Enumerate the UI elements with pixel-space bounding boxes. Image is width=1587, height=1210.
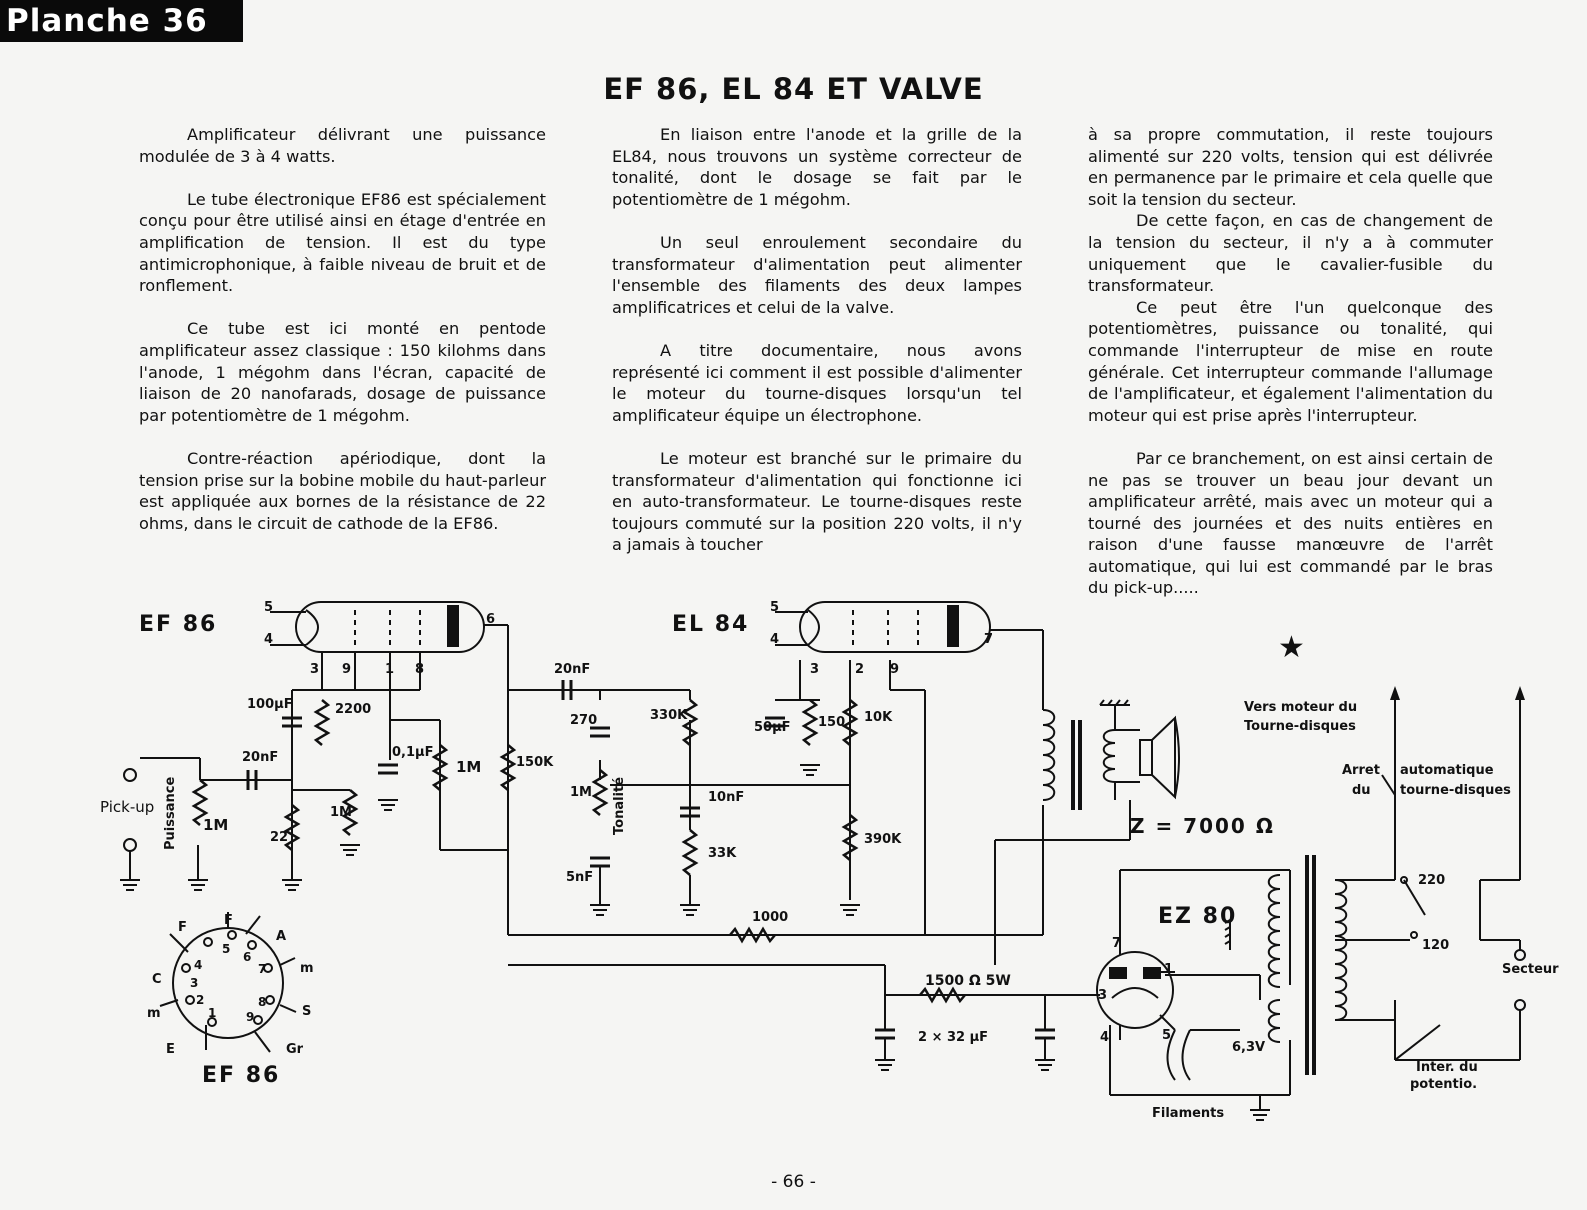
paragraph: Ce tube est ici monté en pentode amplificateur assez classique : 150 kilohms dans l'anode, 1 mégohm dans l'écran, capacité de liaison de 20 nanofarads, dosage de puissance par potentiomètre de 1 mégohm.: [139, 319, 546, 425]
ez80-label: EZ 80: [1158, 904, 1238, 929]
inter-label-1: Inter. du: [1416, 1060, 1478, 1075]
pin-label: 7: [1112, 936, 1122, 951]
pin-label: 2: [855, 662, 865, 677]
socket-pin-label: 8: [258, 995, 267, 1009]
tap-120-label: 120: [1422, 938, 1450, 953]
component-label: 1M: [330, 805, 352, 820]
page-number: - 66 -: [771, 1172, 816, 1192]
component-label: 1M: [456, 758, 482, 776]
paragraph: Ce peut être l'un quelconque des potentiomètres, puissance ou tonalité, qui commande l'interrupteur de mise en route générale. Cet interrupteur commande l'allumage de l'amplificateur, et également l'alimentation du moteur qui est prise après l'interrupteur.: [1088, 297, 1493, 425]
component-label: 1000: [752, 910, 789, 925]
resistor-symbols: [194, 700, 965, 1001]
socket-pin-label: 9: [246, 1010, 255, 1024]
tonalite-label: Tonalité: [612, 776, 627, 835]
socket-label: EF 86: [202, 1063, 281, 1088]
paragraph: De cette façon, en cas de changement de la tension du secteur, il n'y a à commuter uniquement que le cavalier-fusible du transformateur.: [1088, 211, 1493, 296]
motor-label-line2: Tourne-disques: [1244, 719, 1356, 734]
filaments-label: Filaments: [1152, 1106, 1225, 1121]
socket-pin-label: 5: [222, 942, 231, 956]
socket-pin-label: 4: [194, 958, 203, 972]
ef86-label: EF 86: [139, 612, 218, 637]
paragraph: Le moteur est branché sur le primaire du transformateur d'alimentation qui fonctionne ici en auto-transformateur. Le tourne-disques reste toujours commuté sur la position 220 volts, il n'y a jamais à toucher: [612, 448, 1022, 555]
pin-label: 5: [264, 600, 274, 615]
arret-label-1: Arret: [1342, 763, 1380, 778]
pin-label: 3: [310, 662, 320, 677]
pin-label: 9: [342, 662, 352, 677]
pin-label: 6: [486, 612, 496, 627]
impedance-label: Z = 7000 Ω: [1130, 814, 1275, 838]
el84-label: EL 84: [672, 612, 750, 637]
pin-label: 5: [770, 600, 780, 615]
pin-label: 1: [385, 662, 395, 677]
paragraph: En liaison entre l'anode et la grille de la EL84, nous trouvons un système correcteur de tonalité, dont le dosage se fait par le potentiomètre de 1 mégohm.: [612, 125, 1022, 209]
el84-tube-symbol: [775, 602, 1043, 710]
socket-pin-label: S: [302, 1004, 312, 1019]
component-label: 330K: [650, 708, 688, 723]
component-label: 1M: [203, 816, 229, 834]
pin-label: 4: [264, 632, 274, 647]
motor-label-line1: Vers moteur du: [1244, 700, 1358, 715]
output-transformer-symbol: [1043, 705, 1179, 810]
socket-pin-label: Gr: [286, 1042, 304, 1057]
component-label: 10K: [864, 710, 893, 725]
arret-label-2: automatique: [1400, 763, 1494, 778]
pin-label: 1: [1164, 962, 1174, 977]
tap-220-label: 220: [1418, 873, 1446, 888]
component-label: 150K: [516, 755, 554, 770]
secteur-label: Secteur: [1502, 962, 1559, 977]
puissance-label: Puissance: [163, 776, 178, 850]
socket-pin-label: A: [276, 929, 287, 944]
pin-label: 3: [810, 662, 820, 677]
r1500-label: 1500 Ω 5W: [925, 973, 1011, 989]
pin-label: 8: [415, 662, 425, 677]
paragraph: A titre documentaire, nous avons représenté ici comment il est possible d'alimenter le moteur du tourne-disques lorsqu'un tel amplificateur équipe un électrophone.: [612, 340, 1022, 425]
component-label: 270: [570, 713, 598, 728]
component-label: 150: [818, 715, 846, 730]
socket-pin-label: F: [224, 913, 233, 928]
pin-label: 4: [770, 632, 780, 647]
socket-pin-label: 3: [190, 976, 199, 990]
socket-pin-label: 6: [243, 950, 252, 964]
paragraph: Un seul enroulement secondaire du transformateur d'alimentation peut alimenter l'ensemble des filaments des deux lampes amplificatrices et celui de la valve.: [612, 232, 1022, 317]
socket-pin-label: 2: [196, 993, 205, 1007]
paragraph: Amplificateur délivrant une puissance modulée de 3 à 4 watts.: [139, 125, 546, 166]
paragraph: Par ce branchement, on est ainsi certain de ne pas se trouver un beau jour devant un amplificateur arrêté, mais avec un moteur qui a tourné des journées et des nuits entières en raison d'une fausse manœuvre de l'arrêt automatique, qui lui est commandé par le bras du pick-up.....: [1088, 448, 1493, 598]
arret-label-4: tourne-disques: [1400, 783, 1511, 798]
page-title: EF 86, EL 84 ET VALVE: [603, 72, 984, 106]
component-label: 5nF: [566, 870, 594, 885]
component-label: 100µF: [247, 697, 293, 712]
arrow-icon: [1390, 686, 1525, 700]
power-transformer-symbol: [1269, 775, 1525, 1075]
component-label: 10nF: [708, 790, 745, 805]
paragraph: Le tube électronique EF86 est spécialement conçu pour être utilisé ainsi en étage d'entrée en amplification de tension. Il est du type antimicrophonique, à faible niveau de bruit et de ronflement.: [139, 189, 546, 296]
socket-pin-label: 1: [208, 1006, 217, 1020]
pin-label: 4: [1100, 1030, 1110, 1045]
component-label: 33K: [708, 846, 737, 861]
pin-label: 5: [1162, 1028, 1172, 1043]
component-label: 20nF: [242, 750, 279, 765]
paragraph: Contre-réaction apériodique, dont la tension prise sur la bobine mobile du haut-parleur est appliquée aux bornes de la résistance de 22 ohms, dans le circuit de cathode de la EF86.: [139, 448, 546, 533]
socket-pin-label: C: [152, 972, 162, 987]
component-label: 20nF: [554, 662, 591, 677]
caps-label: 2 × 32 µF: [918, 1030, 989, 1045]
arret-label-3: du: [1352, 783, 1371, 798]
pin-label: 3: [1098, 988, 1108, 1003]
paragraph: à sa propre commutation, il reste toujours alimenté sur 220 volts, tension qui est délivrée en permanence par le primaire et cela quelle que soit la tension du secteur.: [1088, 125, 1493, 209]
pin-label: 9: [890, 662, 900, 677]
socket-pin-label: m: [147, 1006, 161, 1021]
voltage-63-label: 6,3V: [1232, 1040, 1266, 1055]
socket-pin-label: F: [178, 920, 187, 935]
pickup-label: Pick-up: [100, 798, 155, 816]
pin-label: 7: [984, 632, 994, 647]
socket-pin-label: E: [166, 1042, 175, 1057]
star-icon: ★: [1278, 630, 1305, 665]
component-label: 22: [270, 830, 289, 845]
component-label: 390K: [864, 832, 902, 847]
component-label: 2200: [335, 702, 372, 717]
component-label: 1M: [570, 785, 592, 800]
socket-pin-label: 7: [258, 962, 267, 976]
component-label: 0,1µF: [392, 745, 434, 760]
planche-label: Planche 36: [0, 0, 243, 42]
inter-label-2: potentio.: [1410, 1077, 1478, 1092]
component-label: 50µF: [754, 720, 791, 735]
socket-pin-label: m: [300, 961, 314, 976]
